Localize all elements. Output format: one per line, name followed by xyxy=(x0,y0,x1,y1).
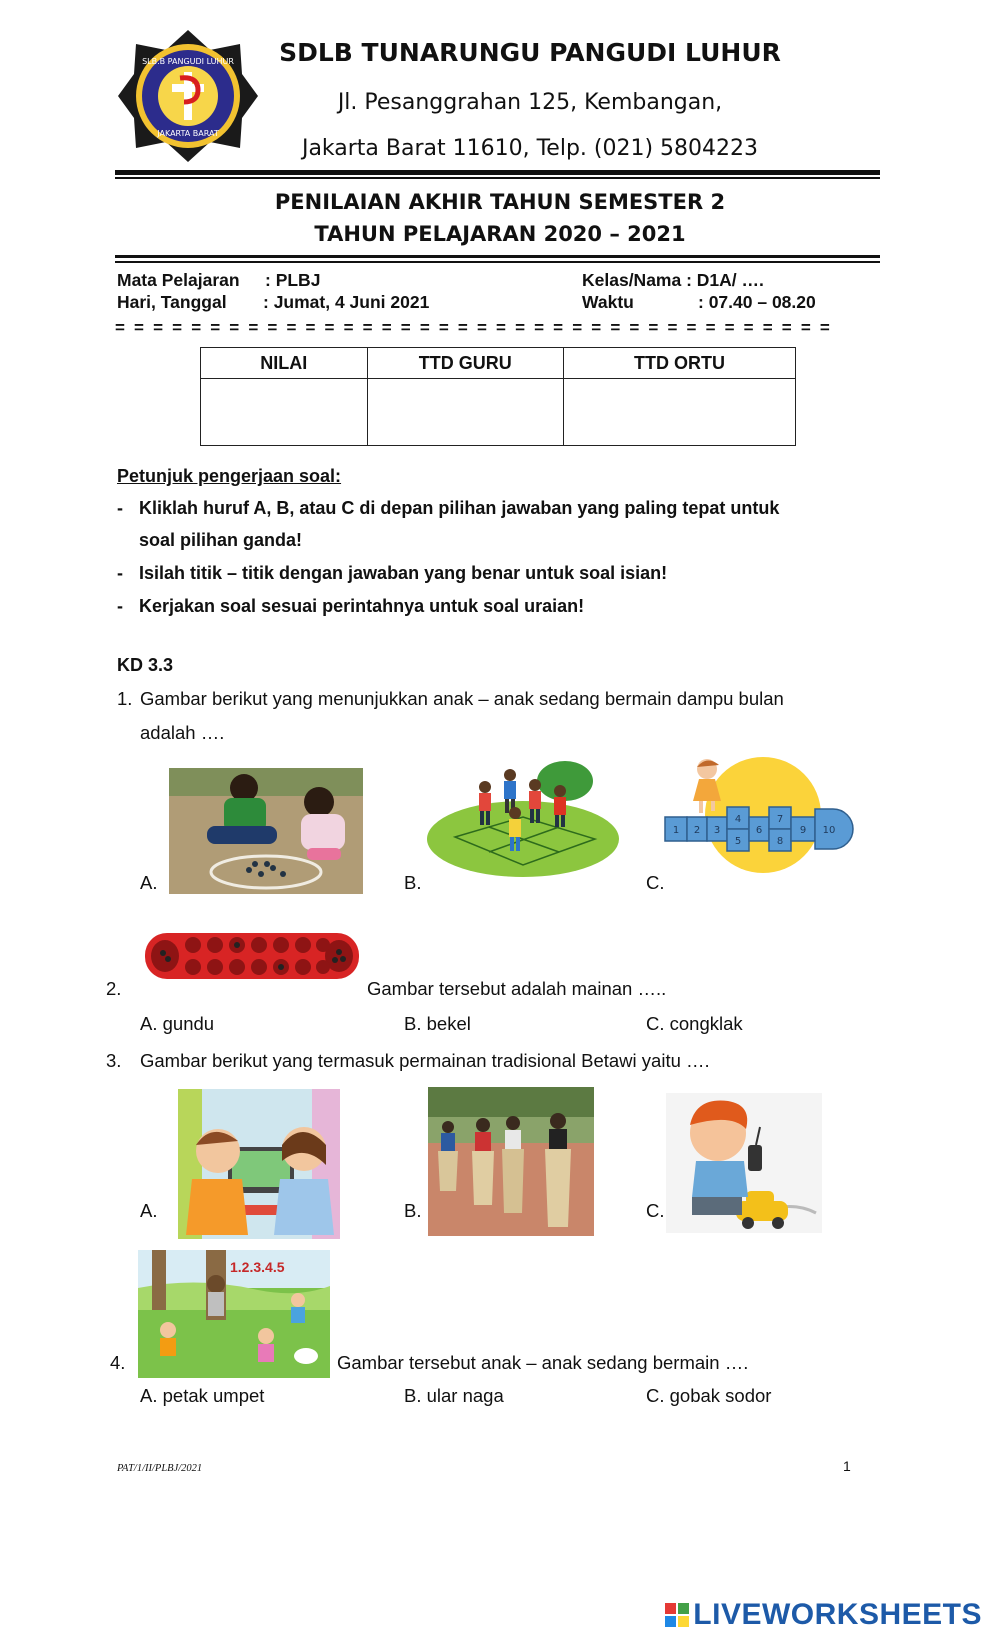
grade-header-ttd-ortu: TTD ORTU xyxy=(563,348,795,379)
congklak-photo[interactable] xyxy=(143,927,361,984)
class-value: : D1A/ …. xyxy=(686,270,764,290)
video-game-illustration[interactable] xyxy=(172,1085,344,1245)
question-3-number: 3. xyxy=(106,1050,122,1071)
question-4-option-b[interactable]: B. ular naga xyxy=(404,1385,504,1406)
day-value: : Jumat, 4 Juni 2021 xyxy=(263,292,430,312)
subject-label: Mata Pelajaran xyxy=(117,270,240,290)
question-2-text: Gambar tersebut adalah mainan ….. xyxy=(367,978,667,999)
question-2-option-b[interactable]: B. bekel xyxy=(404,1013,471,1034)
day-label: Hari, Tanggal xyxy=(117,292,227,312)
question-4-option-a[interactable]: A. petak umpet xyxy=(140,1385,265,1406)
question-2-number: 2. xyxy=(106,978,122,999)
sack-race-photo[interactable] xyxy=(428,1087,594,1236)
hopscotch-number: 9 xyxy=(799,825,807,836)
hopscotch-number: 2 xyxy=(693,825,701,836)
hopscotch-number: 4 xyxy=(734,814,742,825)
svg-text:SLB.B PANGUDI LUHUR: SLB.B PANGUDI LUHUR xyxy=(142,57,234,66)
hopscotch-number: 7 xyxy=(776,814,784,825)
question-2-option-a[interactable]: A. gundu xyxy=(140,1013,215,1034)
meta-class xyxy=(582,270,764,291)
time-label: Waktu xyxy=(582,292,634,312)
question-1-option-a[interactable]: A. xyxy=(140,872,158,893)
school-address-line2: Jakarta Barat 11610, Telp. (021) 5804223 xyxy=(301,136,759,161)
watermark-text: LIVEWORKSHEETS xyxy=(693,1598,982,1631)
instruction-text: Kliklah huruf A, B, atau C di depan pilihan jawaban yang paling tepat untuk xyxy=(139,498,780,518)
question-1-number: 1. xyxy=(117,688,133,709)
school-address-line1: Jl. Pesanggrahan 125, Kembangan, xyxy=(337,90,723,115)
instruction-item: - Isilah titik – titik dengan jawaban yang benar untuk soal isian! xyxy=(117,563,837,584)
meta-time xyxy=(582,292,816,313)
question-4-number: 4. xyxy=(110,1352,126,1373)
question-4-option-c[interactable]: C. gobak sodor xyxy=(646,1385,772,1406)
question-3-option-a[interactable]: A. xyxy=(140,1200,158,1221)
hopscotch-illustration[interactable] xyxy=(663,755,860,877)
grade-cell-nilai xyxy=(201,379,368,446)
exam-year: TAHUN PELAJARAN 2020 – 2021 xyxy=(314,222,686,246)
hide-and-seek-illustration[interactable] xyxy=(138,1250,330,1378)
instruction-text: Isilah titik – titik dengan jawaban yang benar untuk soal isian! xyxy=(139,563,668,583)
grade-cell-ttd-ortu xyxy=(563,379,795,446)
question-3-option-c[interactable]: C. xyxy=(646,1200,665,1221)
question-3-text: Gambar berikut yang termasuk permainan tradisional Betawi yaitu …. xyxy=(140,1050,710,1071)
header-rule xyxy=(115,170,880,175)
hopscotch-number: 10 xyxy=(822,825,836,836)
instruction-text-cont: soal pilihan ganda! xyxy=(139,530,303,550)
instruction-item: - Kerjakan soal sesuai perintahnya untuk soal uraian! xyxy=(117,596,837,617)
time-value: : 07.40 – 08.20 xyxy=(698,292,816,312)
question-1-text: Gambar berikut yang menunjukkan anak – anak sedang bermain dampu bulan xyxy=(140,688,784,709)
hopscotch-number: 5 xyxy=(734,836,742,847)
title-rule xyxy=(115,255,880,258)
liveworksheets-watermark xyxy=(665,1598,982,1632)
counting-text: 1.2.3.4.5 xyxy=(230,1259,285,1275)
question-1-text-cont: adalah …. xyxy=(140,722,225,743)
footer-code: PAT/1/II/PLBJ/2021 xyxy=(117,1463,203,1474)
dash-divider: = = = = = = = = = = = = = = = = = = = = = = = = = = = = = = = = = = = = = = xyxy=(115,318,833,337)
question-1-option-c[interactable]: C. xyxy=(646,872,665,893)
hopscotch-number: 6 xyxy=(755,825,763,836)
rc-car-illustration[interactable] xyxy=(666,1093,822,1233)
grade-table xyxy=(200,347,796,446)
dampu-bulan-illustration[interactable] xyxy=(425,757,621,882)
meta-day xyxy=(117,292,429,313)
kd-label: KD 3.3 xyxy=(117,655,174,675)
svg-text:JAKARTA BARAT: JAKARTA BARAT xyxy=(157,129,219,138)
meta-subject xyxy=(117,270,320,291)
title-rule-thin xyxy=(115,261,880,263)
question-2-option-c[interactable]: C. congklak xyxy=(646,1013,743,1034)
school-name: SDLB TUNARUNGU PANGUDI LUHUR xyxy=(279,38,781,67)
exam-title: PENILAIAN AKHIR TAHUN SEMESTER 2 xyxy=(274,190,726,214)
marbles-photo[interactable] xyxy=(169,768,363,894)
grade-cell-ttd-guru xyxy=(367,379,563,446)
instructions-heading: Petunjuk pengerjaan soal: xyxy=(117,466,342,486)
question-3-option-b[interactable]: B. xyxy=(404,1200,422,1221)
instruction-text: Kerjakan soal sesuai perintahnya untuk soal uraian! xyxy=(139,596,585,616)
instruction-item: - Kliklah huruf A, B, atau C di depan pilihan jawaban yang paling tepat untuk soal pilihan ganda! xyxy=(117,498,837,551)
liveworksheets-logo-icon xyxy=(665,1603,689,1627)
question-4-text: Gambar tersebut anak – anak sedang bermain …. xyxy=(337,1352,749,1373)
page-number: 1 xyxy=(843,1458,851,1474)
hopscotch-number: 3 xyxy=(713,825,721,836)
grade-header-nilai: NILAI xyxy=(201,348,368,379)
hopscotch-number: 1 xyxy=(672,825,680,836)
grade-header-ttd-guru: TTD GURU xyxy=(367,348,563,379)
hopscotch-number: 8 xyxy=(776,836,784,847)
class-label: Kelas/Nama xyxy=(582,270,682,290)
subject-value: : PLBJ xyxy=(265,270,321,290)
question-1-option-b[interactable]: B. xyxy=(404,872,422,893)
header-rule-thin xyxy=(115,177,880,179)
